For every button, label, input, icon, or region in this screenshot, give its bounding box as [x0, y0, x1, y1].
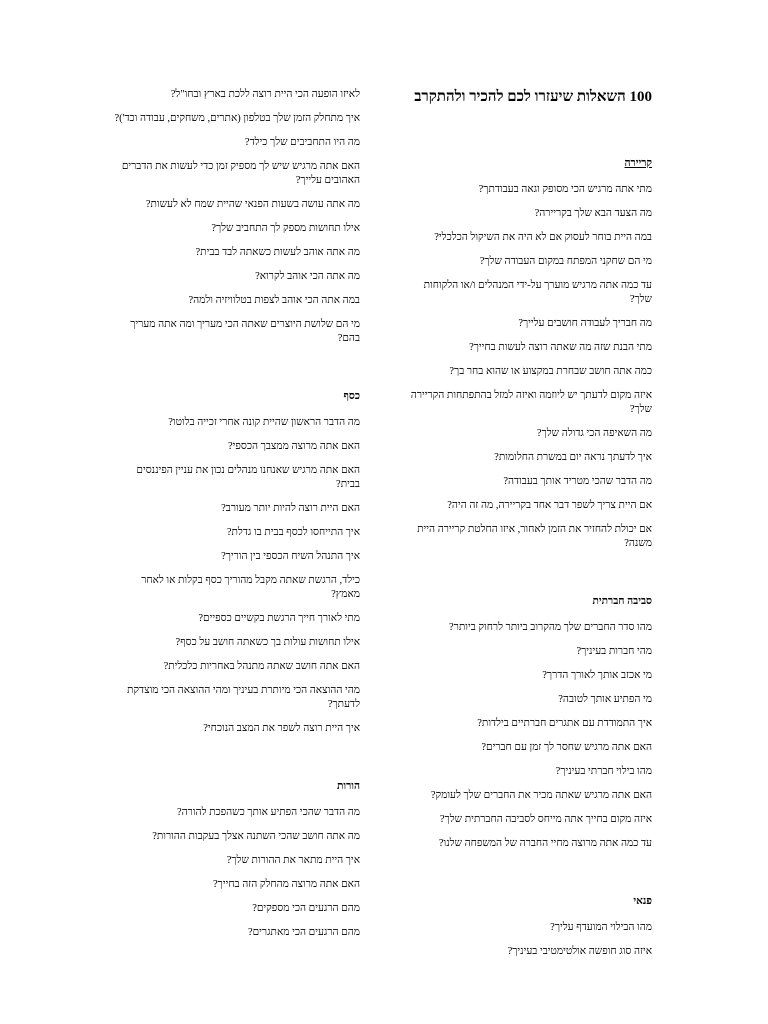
- question-item: מהו הבילוי המועדף עליך?: [550, 922, 652, 933]
- right-sections: [406, 157, 652, 959]
- question-item: מה הדבר הראשון שהיית קונה אחרי זכייה בלוטו?: [168, 417, 360, 428]
- question-item: מה אתה אוהב לעשות כשאתה לבד בבית?: [195, 247, 360, 258]
- question-item: מהם הרגעים הכי מספקים?: [252, 903, 360, 914]
- question-item: איזה סוג חופשה אולטימטיבי בעיניך?: [507, 946, 652, 957]
- question-item: מי אכזב אותך לאורך הדרך?: [542, 670, 652, 681]
- question-item: האם אתה מרגיש שאתה מכיר את החברים שלך לעומק?: [430, 790, 652, 801]
- question-item: במה אתה הכי אוהב לצפות בטלוויזיה ולמה?: [188, 295, 360, 306]
- question-item: מה חבריך לעבודה חושבים עלייך?: [518, 318, 652, 329]
- question-item: מתי הבנת שזה מה שאתה רוצה לעשות בחייך?: [469, 342, 652, 353]
- left-sections: [114, 88, 360, 940]
- question-item: מה הצעד הבא שלך בקריירה?: [534, 208, 652, 219]
- question-item: האם אתה מרגיש שאנחנו מנהלים נכון את עניין הפיננסים בבית?: [136, 465, 360, 490]
- left-column: [114, 88, 360, 984]
- section-3: [114, 780, 360, 940]
- question-item: מה היו התחביבים שלך כילד?: [244, 137, 360, 148]
- section-1: [114, 88, 360, 346]
- question-item: האם אתה מרוצה מהחלק הזה בחייך?: [213, 879, 360, 890]
- question-item: מה אתה חושב שהכי השתנה אצלך בעקבות ההורות?: [152, 831, 360, 842]
- page-title: 100 השאלות שיעזרו לכם להכיר ולהתקרב: [414, 89, 652, 105]
- section-heading: קריירה: [624, 158, 652, 169]
- question-item: איך היית מתאר את ההורות שלך?: [226, 855, 360, 866]
- section-1: [406, 157, 652, 551]
- question-item: מה הדבר שהכי הפתיע אותך כשהפכת להורה?: [176, 807, 360, 818]
- question-item: איך לדעתך נראה יום במשרת החלומות?: [494, 452, 652, 463]
- question-item: האם אתה מרוצה ממצבך הכספי?: [228, 441, 360, 452]
- question-item: איך התייחסו לכסף בבית בו גדלת?: [226, 527, 360, 538]
- question-item: עד כמה אתה מרגיש מוערך על-ידי המנהלים ו/או הלקוחות שלך?: [423, 280, 652, 305]
- question-item: כילד, הרגשת שאתה מקבל מהוריך כסף בקלות או לאחר מאמץ?: [141, 575, 360, 600]
- question-item: עד כמה אתה מרוצה מחיי החברה של המשפחה שלנו?: [438, 838, 652, 849]
- question-item: איך היית רוצה לשפר את המצב הנוכחי?: [203, 723, 360, 734]
- section-heading: פנאי: [633, 896, 652, 907]
- question-item: האם אתה חושב שאתה מתנהל באחריות כלכלית?: [163, 661, 360, 672]
- question-item: מהם הרגעים הכי מאתגרים?: [247, 927, 360, 938]
- question-item: מהו בילוי חברתי בעיניך?: [555, 766, 652, 777]
- question-item: האם היית רוצה להיות יותר מעורב?: [221, 503, 360, 514]
- question-item: איך התמודדת עם אתגרים חברתיים בילדות?: [477, 718, 652, 729]
- question-item: מתי אתה מרגיש הכי מסופק וגאה בעבודתך?: [478, 184, 652, 195]
- section-heading: כסף: [343, 391, 360, 402]
- section-heading: הורות: [337, 781, 360, 792]
- question-item: האם אתה מרגיש שיש לך מספיק זמן כדי לעשות את הדברים האהובים עלייך?: [121, 161, 360, 186]
- question-item: מי הם שחקני המפתח במקום העבודה שלך?: [479, 256, 652, 267]
- question-item: איזה מקום בחייך אתה מייחס לסביבה החברתית שלך?: [439, 814, 652, 825]
- right-column: [406, 88, 652, 1003]
- question-item: מה השאיפה הכי גדולה שלך?: [536, 428, 652, 439]
- question-item: מה אתה הכי אוהב לקרוא?: [255, 271, 360, 282]
- section-heading: סביבה חברתית: [592, 596, 652, 607]
- question-item: אילו תחושות מספק לך התחביב שלך?: [211, 223, 360, 234]
- question-item: מהי ההוצאה הכי מיותרת בעיניך ומהי ההוצאה הכי מוצדקת לדעתך?: [127, 685, 360, 710]
- question-item: כמה אתה חושב שבחרת במקצוע או שהוא בחר בך?: [449, 366, 652, 377]
- question-item: מתי לאורך חייך הרגשת בקשיים כספיים?: [198, 613, 360, 624]
- question-item: מי הם שלושת היוצרים שאתה הכי מעריך ומה אתה מעריך בהם?: [130, 319, 360, 344]
- question-item: מהי חברות בעיניך?: [576, 646, 652, 657]
- question-item: איך מתחלק הזמן שלך בטלפון (אתרים, משחקים, עבודה וכד')?: [114, 113, 360, 124]
- question-item: אם יכולת להחזיר את הזמן לאחור, איזו החלטת קריירה היית משנה?: [417, 524, 652, 549]
- question-item: מי הפתיע אותך לטובה?: [558, 694, 652, 705]
- question-item: איזה מקום לדעתך יש ליוזמה ואיזה למזל בהתפתחות הקריירה שלך?: [410, 390, 652, 415]
- section-3: [406, 895, 652, 959]
- question-item: מה הדבר שהכי מטריד אותך בעבודה?: [503, 476, 652, 487]
- question-item: אם היית צריך לשפר דבר אחד בקריירה, מה זה היה?: [447, 500, 652, 511]
- section-2: [114, 390, 360, 736]
- question-item: איך התנהל השיח הכספי בין הוריך?: [221, 551, 360, 562]
- question-item: במה היית בוחר לעסוק אם לא היה את השיקול הכלכלי?: [434, 232, 652, 243]
- question-item: אילו תחושות עולות בך כשאתה חושב על כסף?: [175, 637, 360, 648]
- question-item: לאיזו הופעה הכי היית רוצה ללכת בארץ ובחו"ל?: [170, 89, 360, 100]
- question-item: האם אתה מרגיש שחסר לך זמן עם חברים?: [481, 742, 652, 753]
- question-item: מה אתה עושה בשעות הפנאי שהיית שמח לא לעשות?: [145, 199, 360, 210]
- section-2: [406, 595, 652, 851]
- question-item: מהו סדר החברים שלך מהקרוב ביותר לרחוק ביותר?: [449, 622, 652, 633]
